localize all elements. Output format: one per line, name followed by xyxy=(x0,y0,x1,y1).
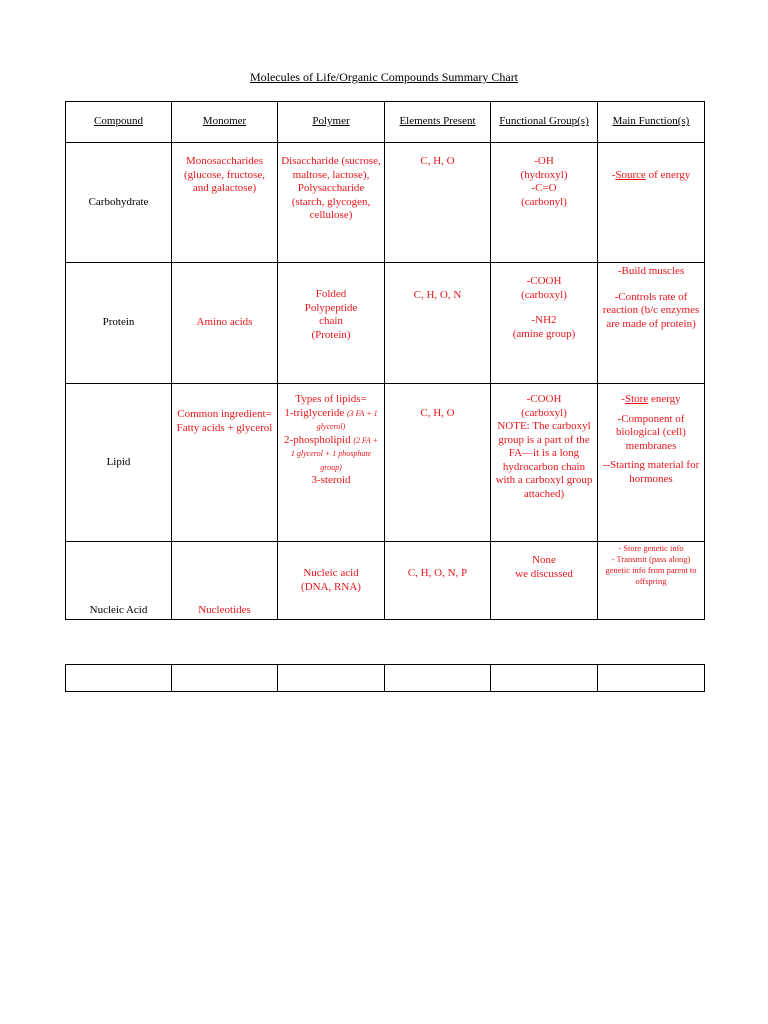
functional-lipid xyxy=(491,384,598,542)
header-main-functions: Main Function(s) xyxy=(598,102,705,143)
functional-line: we discussed xyxy=(515,567,573,580)
functional-line: -COOH xyxy=(526,275,562,287)
blank-cell xyxy=(385,665,491,692)
blank-cell xyxy=(172,665,278,692)
blank-table xyxy=(65,664,705,692)
functional-nucleic-acid xyxy=(491,542,598,620)
function-prefix: - xyxy=(621,393,625,405)
functional-line: (carboxyl) xyxy=(521,288,567,301)
polymer-carbohydrate: Disaccharide (sucrose, maltose, lactose), Polysaccharide (starch, glycogen, cellulose) xyxy=(278,143,385,263)
function-prefix: - xyxy=(611,169,616,181)
function-nucleic-acid xyxy=(598,542,705,620)
functional-line: -COOH xyxy=(526,393,562,405)
functional-line: None xyxy=(532,554,556,566)
header-elements: Elements Present xyxy=(385,102,491,143)
polymer-line: Types of lipids= xyxy=(295,393,367,405)
function-line: --Starting material for hormones xyxy=(602,459,700,485)
monomer-nucleic-acid: Nucleotides xyxy=(172,542,278,620)
function-lipid xyxy=(598,384,705,542)
function-line xyxy=(601,393,701,407)
functional-line: -NH2 xyxy=(531,314,557,326)
functional-line: (hydroxyl) xyxy=(520,168,568,181)
compound-lipid: Lipid xyxy=(66,384,172,542)
functional-line: (amine group) xyxy=(512,327,576,340)
polymer-item-text: 2-phospholipid xyxy=(283,433,351,446)
polymer-protein xyxy=(278,263,385,384)
functional-carbohydrate xyxy=(491,143,598,263)
function-suffix: of energy xyxy=(645,169,691,181)
functional-line: -OH xyxy=(534,155,554,167)
page-title: Molecules of Life/Organic Compounds Summary Chart xyxy=(249,70,519,84)
function-keyword: Source xyxy=(615,169,646,181)
table-row xyxy=(66,542,705,620)
polymer-nucleic-acid xyxy=(278,542,385,620)
polymer-line: Nucleic acid xyxy=(303,567,359,579)
functional-line: (carboxyl) xyxy=(521,406,567,419)
function-protein xyxy=(598,263,705,384)
function-line: -Component of biological (cell) membranes xyxy=(616,412,686,452)
table-row xyxy=(66,384,705,542)
header-row xyxy=(66,102,705,143)
compound-protein: Protein xyxy=(66,263,172,384)
function-line: -Build muscles xyxy=(617,265,685,277)
header-functional-groups: Functional Group(s) xyxy=(491,102,598,143)
function-keyword: Store xyxy=(624,393,649,405)
polymer-item-note: (3 FA + 1 glycerol) xyxy=(316,408,378,431)
table-row xyxy=(66,143,705,263)
polymer-line: (DNA, RNA) xyxy=(301,580,361,593)
table-row xyxy=(66,263,705,384)
header-compound: Compound xyxy=(66,102,172,143)
function-carbohydrate xyxy=(598,143,705,263)
blank-row xyxy=(66,665,705,692)
elements-carbohydrate: C, H, O xyxy=(385,143,491,263)
functional-line: -C=O xyxy=(531,182,557,194)
polymer-item-text: 1-triglyceride xyxy=(284,406,345,419)
header-monomer: Monomer xyxy=(172,102,278,143)
polymer-item xyxy=(281,407,381,434)
polymer-line: (Protein) xyxy=(311,328,351,341)
function-line: - Store genetic info xyxy=(618,543,684,553)
polymer-line: Polypeptide xyxy=(304,301,358,314)
monomer-protein: Amino acids xyxy=(172,263,278,384)
blank-cell xyxy=(66,665,172,692)
function-line: - Transmit (pass along) genetic info from parent to offspring xyxy=(605,554,697,586)
header-polymer: Polymer xyxy=(278,102,385,143)
summary-table xyxy=(65,101,705,620)
elements-lipid: C, H, O xyxy=(385,384,491,542)
compound-carbohydrate: Carbohydrate xyxy=(66,143,172,263)
polymer-lipid xyxy=(278,384,385,542)
functional-protein xyxy=(491,263,598,384)
polymer-item-note: (2 FA + 1 glycerol + 1 phosphate group) xyxy=(290,435,379,472)
polymer-item xyxy=(281,434,381,475)
blank-cell xyxy=(491,665,598,692)
blank-cell xyxy=(598,665,705,692)
functional-line: (carbonyl) xyxy=(521,195,567,208)
function-suffix: energy xyxy=(648,393,681,405)
function-line: -Controls rate of reaction (b/c enzymes are made of protein) xyxy=(602,290,700,330)
monomer-carbohydrate: Monosaccharides (glucose, fructose, and galactose) xyxy=(172,143,278,263)
monomer-lipid: Common ingredient= Fatty acids + glycerol xyxy=(172,384,278,542)
polymer-line: chain xyxy=(319,315,343,327)
blank-cell xyxy=(278,665,385,692)
elements-protein: C, H, O, N xyxy=(385,263,491,384)
functional-note: NOTE: The carboxyl group is a part of the FA—it is a long hydrocarbon chain with a carboxyl group attached) xyxy=(495,420,593,500)
polymer-line: Folded xyxy=(315,288,347,300)
compound-nucleic-acid: Nucleic Acid xyxy=(66,542,172,620)
elements-nucleic-acid: C, H, O, N, P xyxy=(385,542,491,620)
polymer-line: 3-steroid xyxy=(311,474,351,486)
